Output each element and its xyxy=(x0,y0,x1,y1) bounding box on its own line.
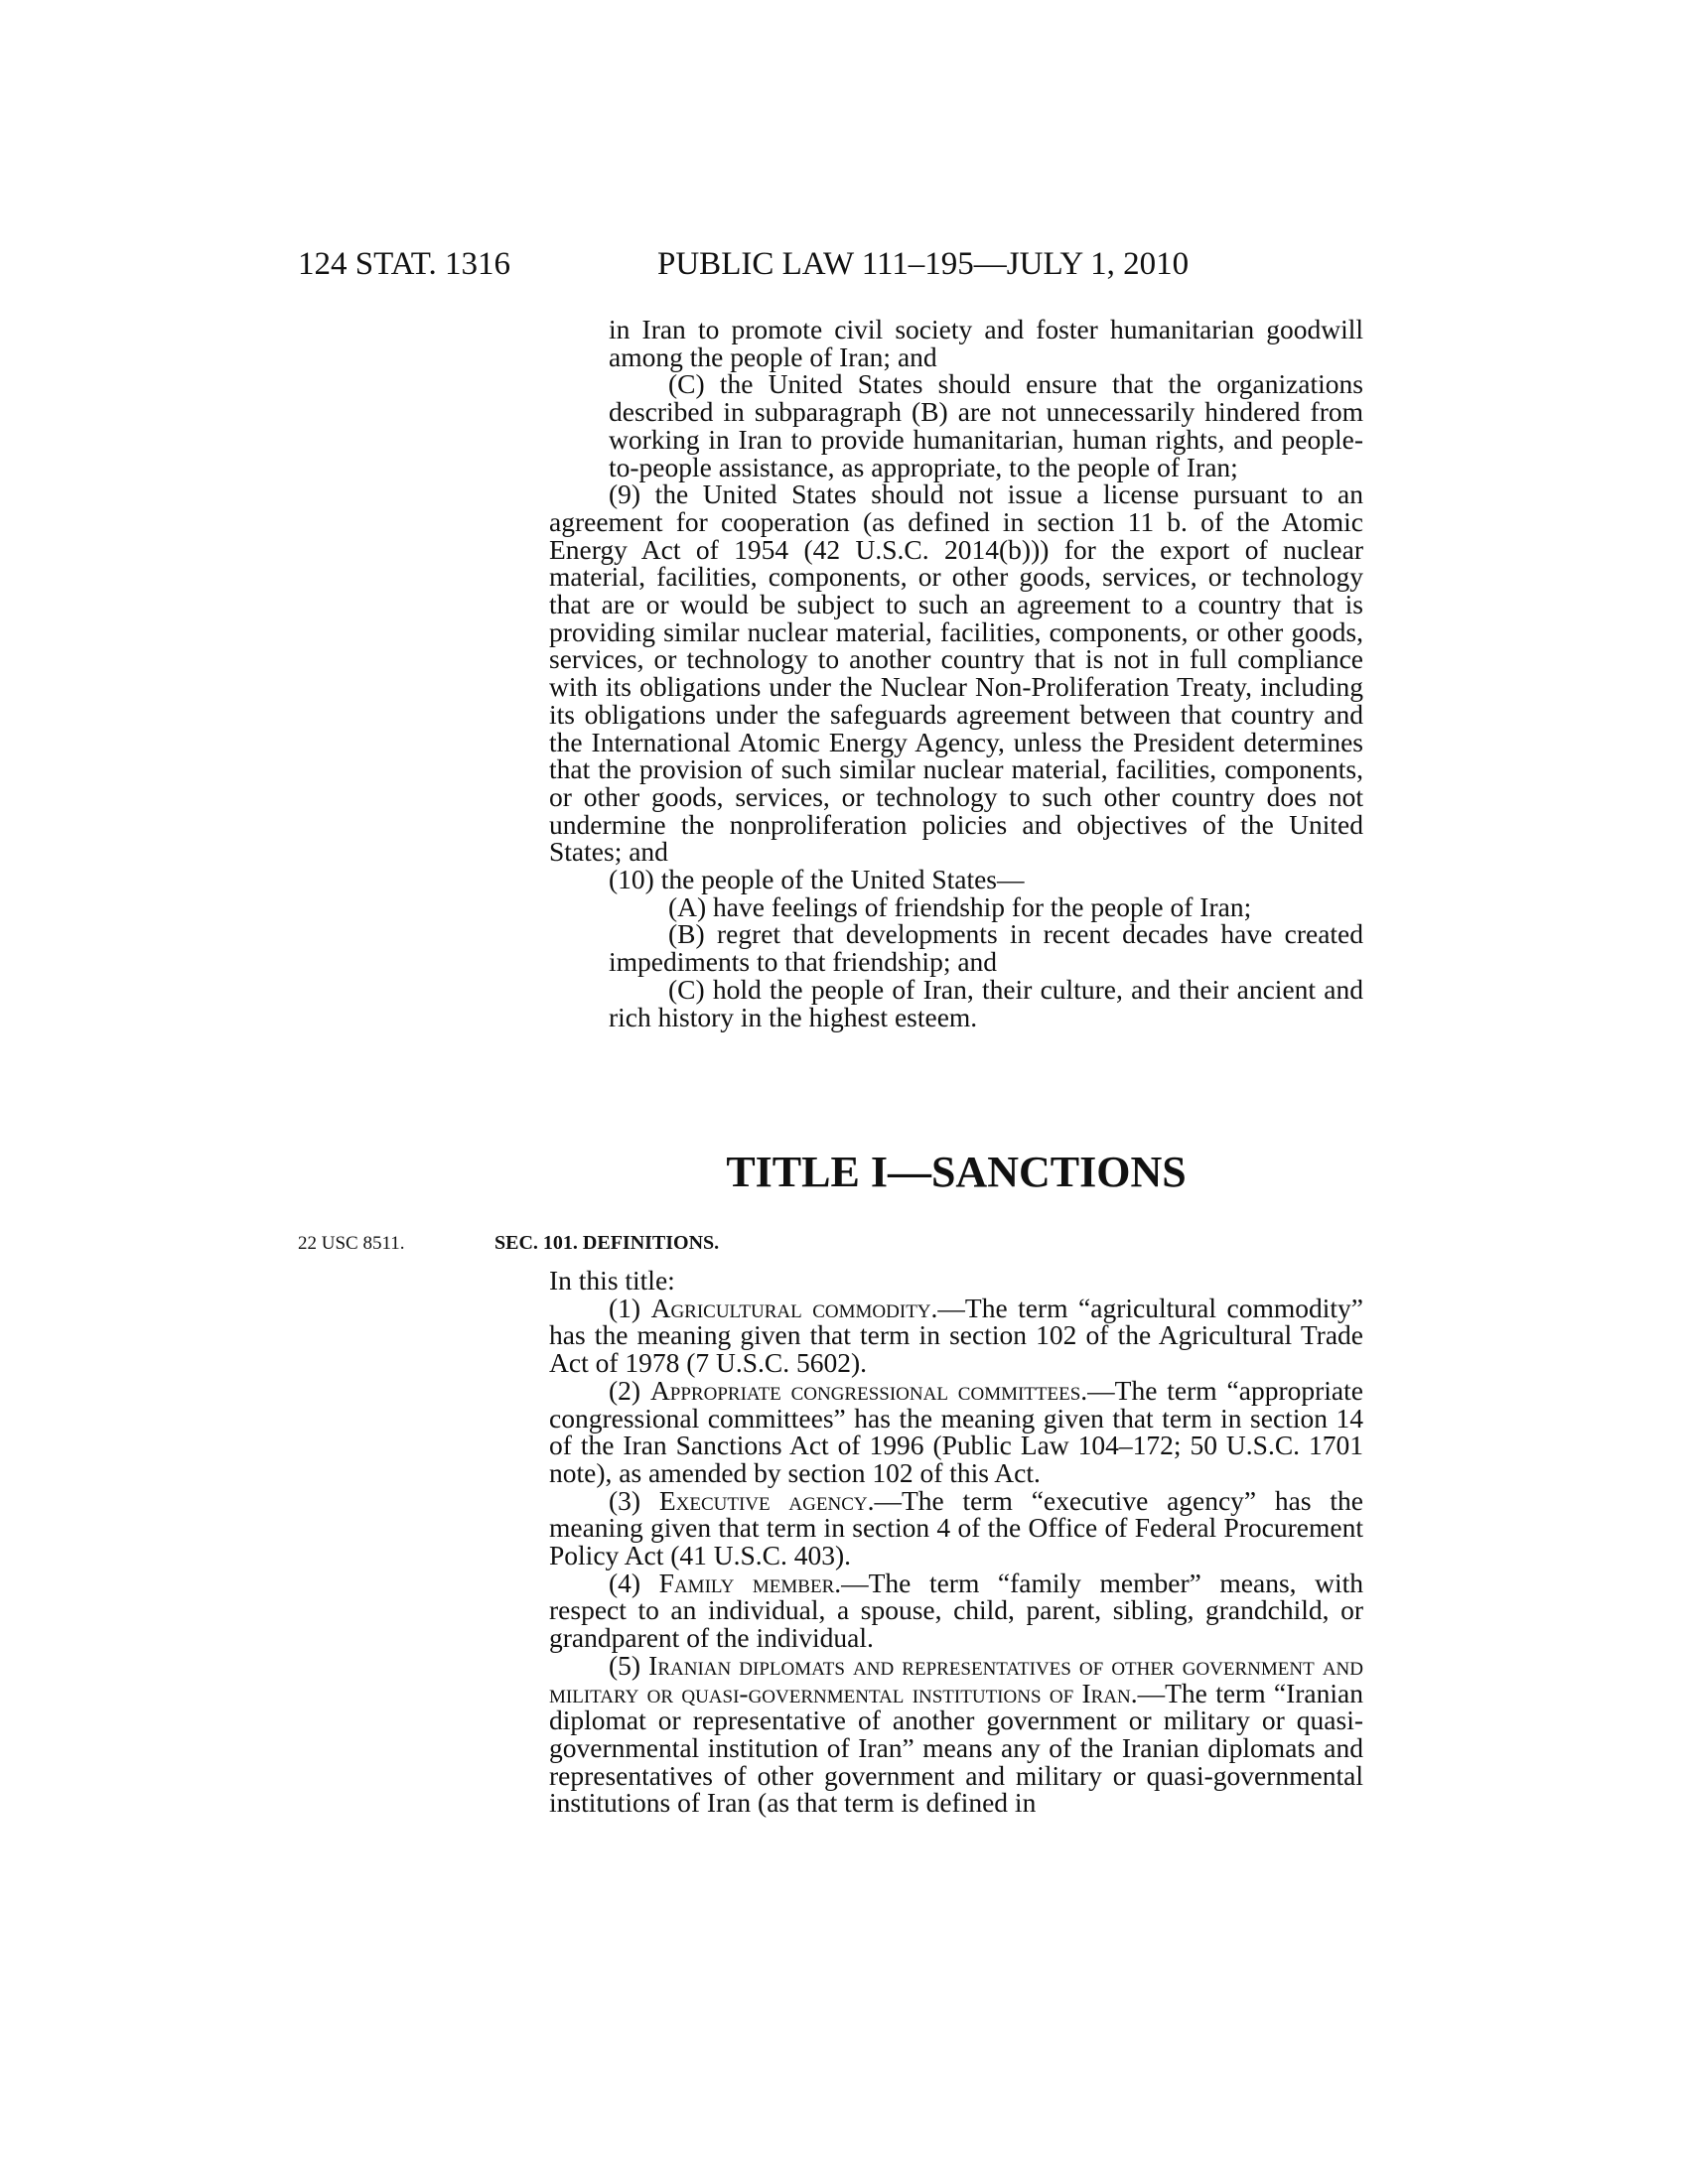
body-column-definitions xyxy=(549,1267,1363,1817)
paragraph-10b: (B) regret that developments in recent decades have created impediments to that friendship; and xyxy=(609,918,1363,978)
definition-number: (3) xyxy=(609,1484,659,1516)
definition-text: —The term “executive agency” has the meaning given that term in section 4 of the Office of Federal Procurement Policy Act (41 U.S.C. 403). xyxy=(549,1484,1363,1571)
paragraph-10: (10) the people of the United States— xyxy=(609,864,1025,895)
definition-text: —The term “Iranian diplomat or representative of another government or military or quasi-governmental institution of Iran” means any of the Iranian diplomats and representatives of other government and military or quasi-governmental institutions of Iran (as that term is defined in xyxy=(549,1677,1363,1819)
margin-citation: 22 USC 8511. xyxy=(298,1233,405,1254)
definition-number: (1) xyxy=(609,1292,651,1323)
paragraph-8b-continued: in Iran to promote civil society and foster humanitarian goodwill among the people of Iran; and xyxy=(609,314,1363,372)
body-column-top xyxy=(549,316,1363,1030)
definition-term: Executive agency. xyxy=(658,1484,875,1516)
running-header: PUBLIC LAW 111–195—JULY 1, 2010 xyxy=(657,246,1190,282)
definition-term: Family member. xyxy=(658,1567,842,1598)
section-heading: SEC. 101. DEFINITIONS. xyxy=(494,1232,720,1254)
title-heading: TITLE I—SANCTIONS xyxy=(726,1148,1187,1196)
definition-number: (5) xyxy=(609,1649,649,1681)
definition-5 xyxy=(549,1649,1363,1819)
definition-4 xyxy=(549,1567,1363,1654)
paragraph-10c: (C) hold the people of Iran, their culture, and their ancient and rich history in the highest esteem. xyxy=(609,973,1363,1032)
paragraph-9: (9) the United States should not issue a license pursuant to an agreement for cooperation (as defined in section 11 b. of the Atomic Energy Act of 1954 (42 U.S.C. 2014(b))) for the export of nuclear material, facilities, components, or other goods, services, or technology that are or would be subject to such an agreement to a country that is providing similar nuclear material, facilities, components, or other goods, services, or technology to another country that is not in full compliance with its obligations under the Nuclear Non-Proliferation Treaty, including its obligations under the safeguards agreement between that country and the International Atomic Energy Agency, unless the President determines that the provision of such similar nuclear material, facilities, components, or other goods, services, or technology to such other country does not undermine the nonproliferation policies and objectives of the United States; and xyxy=(549,478,1363,868)
definition-text: —The term “appropriate congressional committees” has the meaning given that term in section 14 of the Iran Sanctions Act of 1996 (Public Law 104–172; 50 U.S.C. 1701 note), as amended by section 102 of this Act. xyxy=(549,1374,1363,1488)
definitions-intro: In this title: xyxy=(549,1265,675,1296)
definition-term: Agricultural commodity. xyxy=(650,1292,938,1323)
definition-text: —The term “agricultural commodity” has the meaning given that term in section 102 of the Agricultural Trade Act of 1978 (7 U.S.C. 5602). xyxy=(549,1292,1363,1379)
page-stat-number: 124 STAT. 1316 xyxy=(298,246,511,282)
definition-number: (2) xyxy=(609,1374,650,1406)
definition-2 xyxy=(549,1374,1363,1488)
paragraph-8c: (C) the United States should ensure that the organizations described in subparagraph (B) are not unnecessarily hindered from working in Iran to provide humanitarian, human rights, and people-to-people assistance, as appropriate, to the people of Iran; xyxy=(609,368,1363,482)
definition-text: —The term “family member” means, with respect to an individual, a spouse, child, parent, sibling, grandchild, or grandparent of the individual. xyxy=(549,1567,1363,1654)
definition-term: Iranian diplomats and representatives of other government and military or quasi-governmental institutions of Iran. xyxy=(549,1649,1363,1708)
definition-1 xyxy=(549,1292,1363,1379)
definition-3 xyxy=(549,1484,1363,1571)
definition-number: (4) xyxy=(609,1567,659,1598)
paragraph-10a: (A) have feelings of friendship for the people of Iran; xyxy=(668,890,1252,922)
definition-term: Appropriate congressional committees. xyxy=(649,1374,1088,1406)
